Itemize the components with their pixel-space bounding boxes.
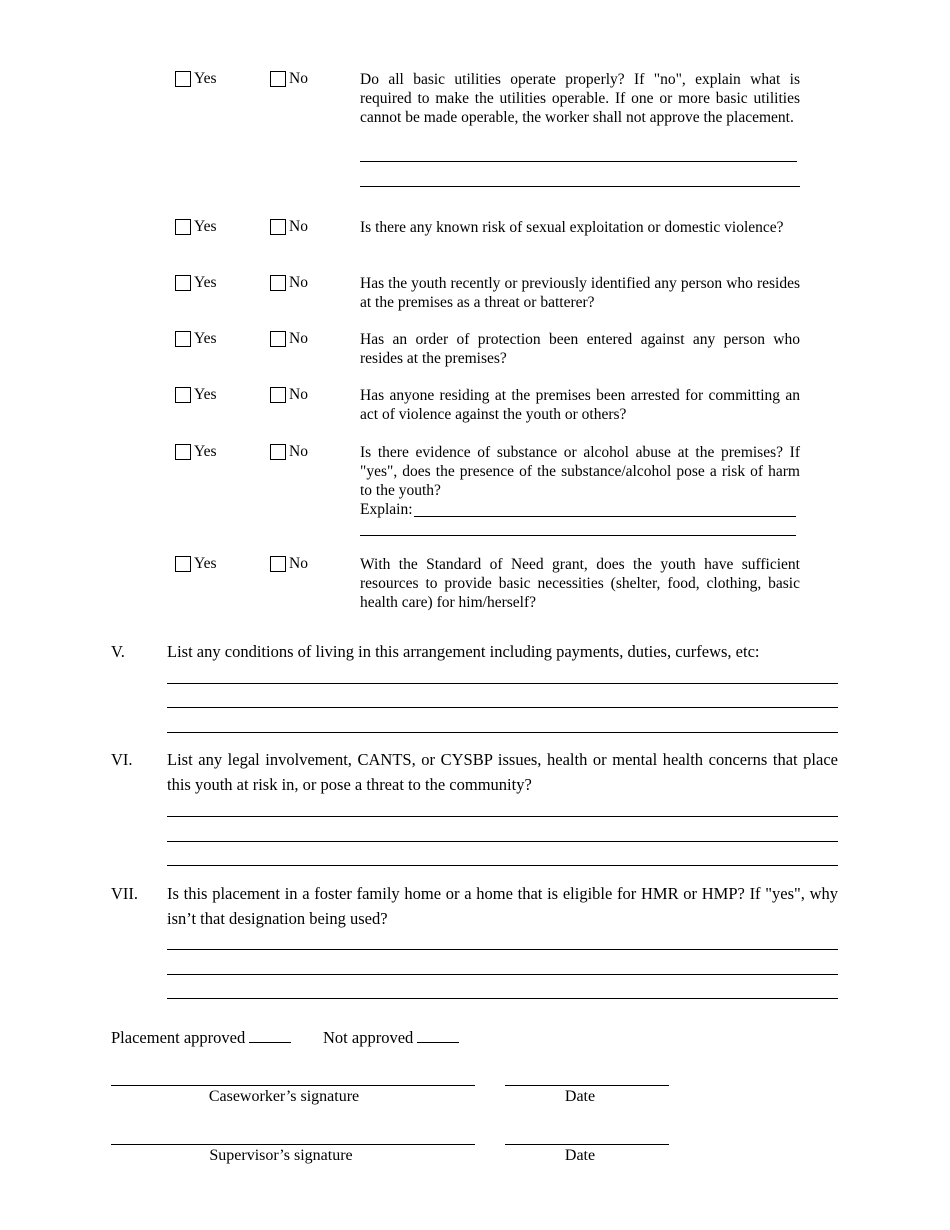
caseworker-signature-line[interactable] [111, 1085, 475, 1086]
question-standard-of-need: With the Standard of Need grant, does the youth have sufficient resources to provide basic necessities (shelter, food, clothing, basic health care) for him/herself? [360, 556, 800, 611]
yes-label: Yes [194, 386, 217, 403]
yes-checkbox[interactable] [175, 444, 191, 460]
no-label: No [289, 218, 308, 235]
section-vii-text: Is this placement in a foster family home or a home that is eligible for HMR or HMP? If "yes", why isn’t that designation being used? [167, 884, 838, 928]
yes-checkbox[interactable] [175, 219, 191, 235]
no-label: No [289, 274, 308, 291]
explain-line[interactable] [414, 516, 796, 517]
answer-line[interactable] [360, 161, 797, 162]
no-option[interactable] [270, 555, 308, 573]
placement-approved [111, 1027, 291, 1049]
yes-label: Yes [194, 443, 217, 460]
not-approved-label: Not approved [323, 1028, 414, 1047]
section-numeral: VII. [111, 884, 139, 903]
answer-line[interactable] [360, 535, 796, 536]
yes-checkbox[interactable] [175, 556, 191, 572]
answer-line[interactable] [167, 683, 838, 684]
supervisor-signature-label: Supervisor’s signature [209, 1147, 353, 1164]
answer-line[interactable] [167, 998, 838, 999]
not-approved [323, 1027, 459, 1049]
yes-option[interactable] [175, 274, 217, 292]
caseworker-signature-label: Caseworker’s signature [208, 1088, 360, 1105]
not-approved-blank[interactable] [417, 1028, 459, 1043]
no-label: No [289, 70, 308, 87]
no-checkbox[interactable] [270, 219, 286, 235]
caseworker-date-line[interactable] [505, 1085, 669, 1086]
yes-option[interactable] [175, 386, 217, 404]
yes-label: Yes [194, 218, 217, 235]
answer-line[interactable] [167, 707, 838, 708]
answer-line[interactable] [167, 974, 838, 975]
no-checkbox[interactable] [270, 275, 286, 291]
yes-checkbox[interactable] [175, 387, 191, 403]
caseworker-date-label: Date [564, 1088, 596, 1105]
no-checkbox[interactable] [270, 556, 286, 572]
yes-checkbox[interactable] [175, 71, 191, 87]
section-v-text: List any conditions of living in this arrangement including payments, duties, curfews, etc: [167, 642, 760, 661]
yes-checkbox[interactable] [175, 331, 191, 347]
question-threat-batterer: Has the youth recently or previously identified any person who resides at the premises as a threat or batterer? [360, 275, 800, 311]
question-arrested-violence: Has anyone residing at the premises been arrested for committing an act of violence against the youth or others? [360, 387, 800, 423]
section-vi-text: List any legal involvement, CANTS, or CYSBP issues, health or mental health concerns that place this youth at risk in, or pose a threat to the community? [167, 750, 838, 794]
yes-option[interactable] [175, 330, 217, 348]
no-option[interactable] [270, 386, 308, 404]
approved-blank[interactable] [249, 1028, 291, 1043]
no-option[interactable] [270, 274, 308, 292]
yes-checkbox[interactable] [175, 275, 191, 291]
no-option[interactable] [270, 70, 308, 88]
answer-line[interactable] [167, 841, 838, 842]
answer-line[interactable] [167, 816, 838, 817]
no-checkbox[interactable] [270, 444, 286, 460]
yes-label: Yes [194, 555, 217, 572]
no-checkbox[interactable] [270, 331, 286, 347]
question-order-of-protection: Has an order of protection been entered against any person who resides at the premises? [360, 331, 800, 367]
no-option[interactable] [270, 218, 308, 236]
no-label: No [289, 386, 308, 403]
yes-option[interactable] [175, 443, 217, 461]
answer-line[interactable] [360, 186, 800, 187]
answer-line[interactable] [167, 949, 838, 950]
yes-option[interactable] [175, 555, 217, 573]
answer-line[interactable] [167, 865, 838, 866]
section-numeral: VI. [111, 750, 133, 769]
yes-label: Yes [194, 274, 217, 291]
no-label: No [289, 443, 308, 460]
question-utilities: Do all basic utilities operate properly? If "no", explain what is required to make the utilities operable. If one or more basic utilities cannot be made operable, the worker shall not approve the placement. [360, 71, 800, 126]
yes-label: Yes [194, 330, 217, 347]
no-checkbox[interactable] [270, 387, 286, 403]
no-option[interactable] [270, 443, 308, 461]
yes-option[interactable] [175, 218, 217, 236]
question-sexual-exploitation: Is there any known risk of sexual exploitation or domestic violence? [360, 219, 784, 236]
supervisor-date-line[interactable] [505, 1144, 669, 1145]
supervisor-date-label: Date [564, 1147, 596, 1164]
answer-line[interactable] [167, 732, 838, 733]
supervisor-signature-line[interactable] [111, 1144, 475, 1145]
no-checkbox[interactable] [270, 71, 286, 87]
yes-option[interactable] [175, 70, 217, 88]
placement-approved-label: Placement approved [111, 1028, 246, 1047]
question-substance-abuse: Is there evidence of substance or alcohol abuse at the premises? If "yes", does the presence of the substance/alcohol pose a risk of harm to the youth? [360, 444, 800, 499]
yes-label: Yes [194, 70, 217, 87]
section-numeral: V. [111, 642, 125, 661]
no-label: No [289, 330, 308, 347]
no-option[interactable] [270, 330, 308, 348]
no-label: No [289, 555, 308, 572]
explain-label: Explain: [360, 501, 413, 518]
